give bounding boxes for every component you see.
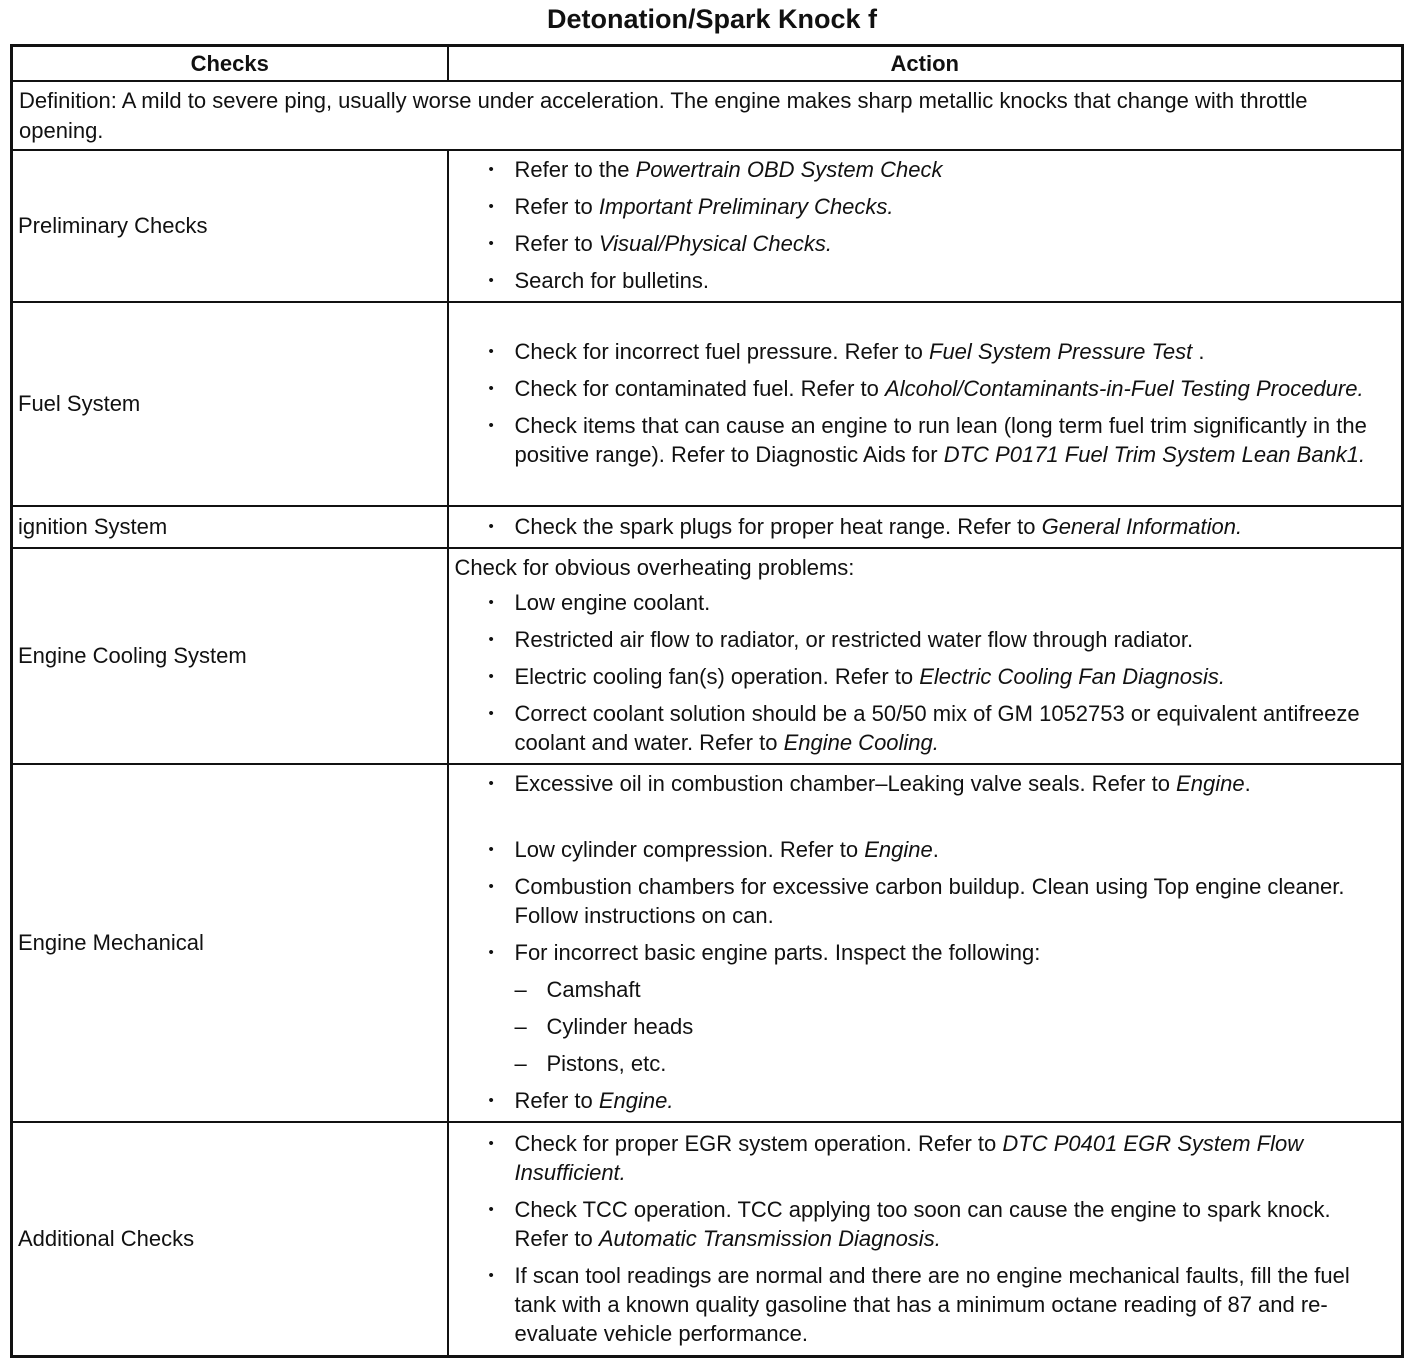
table-row — [12, 764, 1403, 1122]
list-item: • Restricted air flow to radiator, or restricted water flow through radiator. — [455, 625, 1388, 654]
list-item: • Check for contaminated fuel. Refer to Alcohol/Contaminants-in-Fuel Testing Procedure. — [455, 374, 1388, 403]
check-label: Additional Checks — [12, 1122, 448, 1357]
action-cell — [448, 150, 1403, 302]
list-item: • Check the spark plugs for proper heat range. Refer to General Information. — [455, 512, 1388, 541]
definition-row — [12, 81, 1403, 150]
table-row — [12, 548, 1403, 764]
list-item: • Check for incorrect fuel pressure. Refer to Fuel System Pressure Test . — [455, 337, 1388, 366]
table-row — [12, 302, 1403, 506]
action-cell — [448, 506, 1403, 548]
action-cell — [448, 764, 1403, 1122]
table-row — [12, 506, 1403, 548]
action-cell — [448, 548, 1403, 764]
list-item: • Low engine coolant. — [455, 588, 1388, 617]
list-item: • Check TCC operation. TCC applying too soon can cause the engine to spark knock. Refer to Automatic Transmission Diagnosis. — [455, 1195, 1388, 1253]
list-item: • Electric cooling fan(s) operation. Refer to Electric Cooling Fan Diagnosis. — [455, 662, 1388, 691]
sub-list-item: – Pistons, etc. — [455, 1049, 1388, 1078]
list-item: • Search for bulletins. — [455, 266, 1388, 295]
table-row — [12, 150, 1403, 302]
check-label: Preliminary Checks — [12, 150, 448, 302]
header-row — [12, 46, 1403, 82]
sub-list-item: – Cylinder heads — [455, 1012, 1388, 1041]
check-label: ignition System — [12, 506, 448, 548]
action-cell — [448, 1122, 1403, 1357]
table-row — [12, 1122, 1403, 1357]
list-item: • Refer to Engine. — [455, 1086, 1388, 1115]
list-item: • Excessive oil in combustion chamber–Leaking valve seals. Refer to Engine. — [455, 769, 1388, 798]
action-cell — [448, 302, 1403, 506]
list-item: • Check for proper EGR system operation. Refer to DTC P0401 EGR System Flow Insufficient. — [455, 1129, 1388, 1187]
diagnostic-table — [10, 44, 1404, 1358]
check-label: Engine Cooling System — [12, 548, 448, 764]
list-item: • Correct coolant solution should be a 50/50 mix of GM 1052753 or equivalent antifreeze coolant and water. Refer to Engine Cooling. — [455, 699, 1388, 757]
definition-text: Definition: A mild to severe ping, usually worse under acceleration. The engine makes sharp metallic knocks that change with throttle opening. — [12, 81, 1403, 150]
cooling-intro: Check for obvious overheating problems: — [454, 555, 855, 580]
sub-list-item: – Camshaft — [455, 975, 1388, 1004]
list-item: • Refer to the Powertrain OBD System Check — [455, 155, 1388, 184]
check-label: Engine Mechanical — [12, 764, 448, 1122]
list-item: • Low cylinder compression. Refer to Engine. — [455, 835, 1388, 864]
list-item: • If scan tool readings are normal and there are no engine mechanical faults, fill the fuel tank with a known quality gasoline that has a minimum octane reading of 87 and re-evaluate vehicle performance. — [455, 1261, 1388, 1348]
header-action: Action — [448, 46, 1403, 82]
list-item: • Check items that can cause an engine to run lean (long term fuel trim significantly in the positive range). Refer to Diagnostic Aids for DTC P0171 Fuel Trim System Lean Bank1. — [455, 411, 1388, 469]
list-item: • Combustion chambers for excessive carbon buildup. Clean using Top engine cleaner. Follow instructions on can. — [455, 872, 1388, 930]
page-title: Detonation/Spark Knock f — [546, 4, 878, 34]
list-item: • For incorrect basic engine parts. Inspect the following: — [455, 938, 1388, 967]
list-item: • Refer to Visual/Physical Checks. — [455, 229, 1388, 258]
check-label: Fuel System — [12, 302, 448, 506]
header-checks: Checks — [12, 46, 448, 82]
list-item: • Refer to Important Preliminary Checks. — [455, 192, 1388, 221]
